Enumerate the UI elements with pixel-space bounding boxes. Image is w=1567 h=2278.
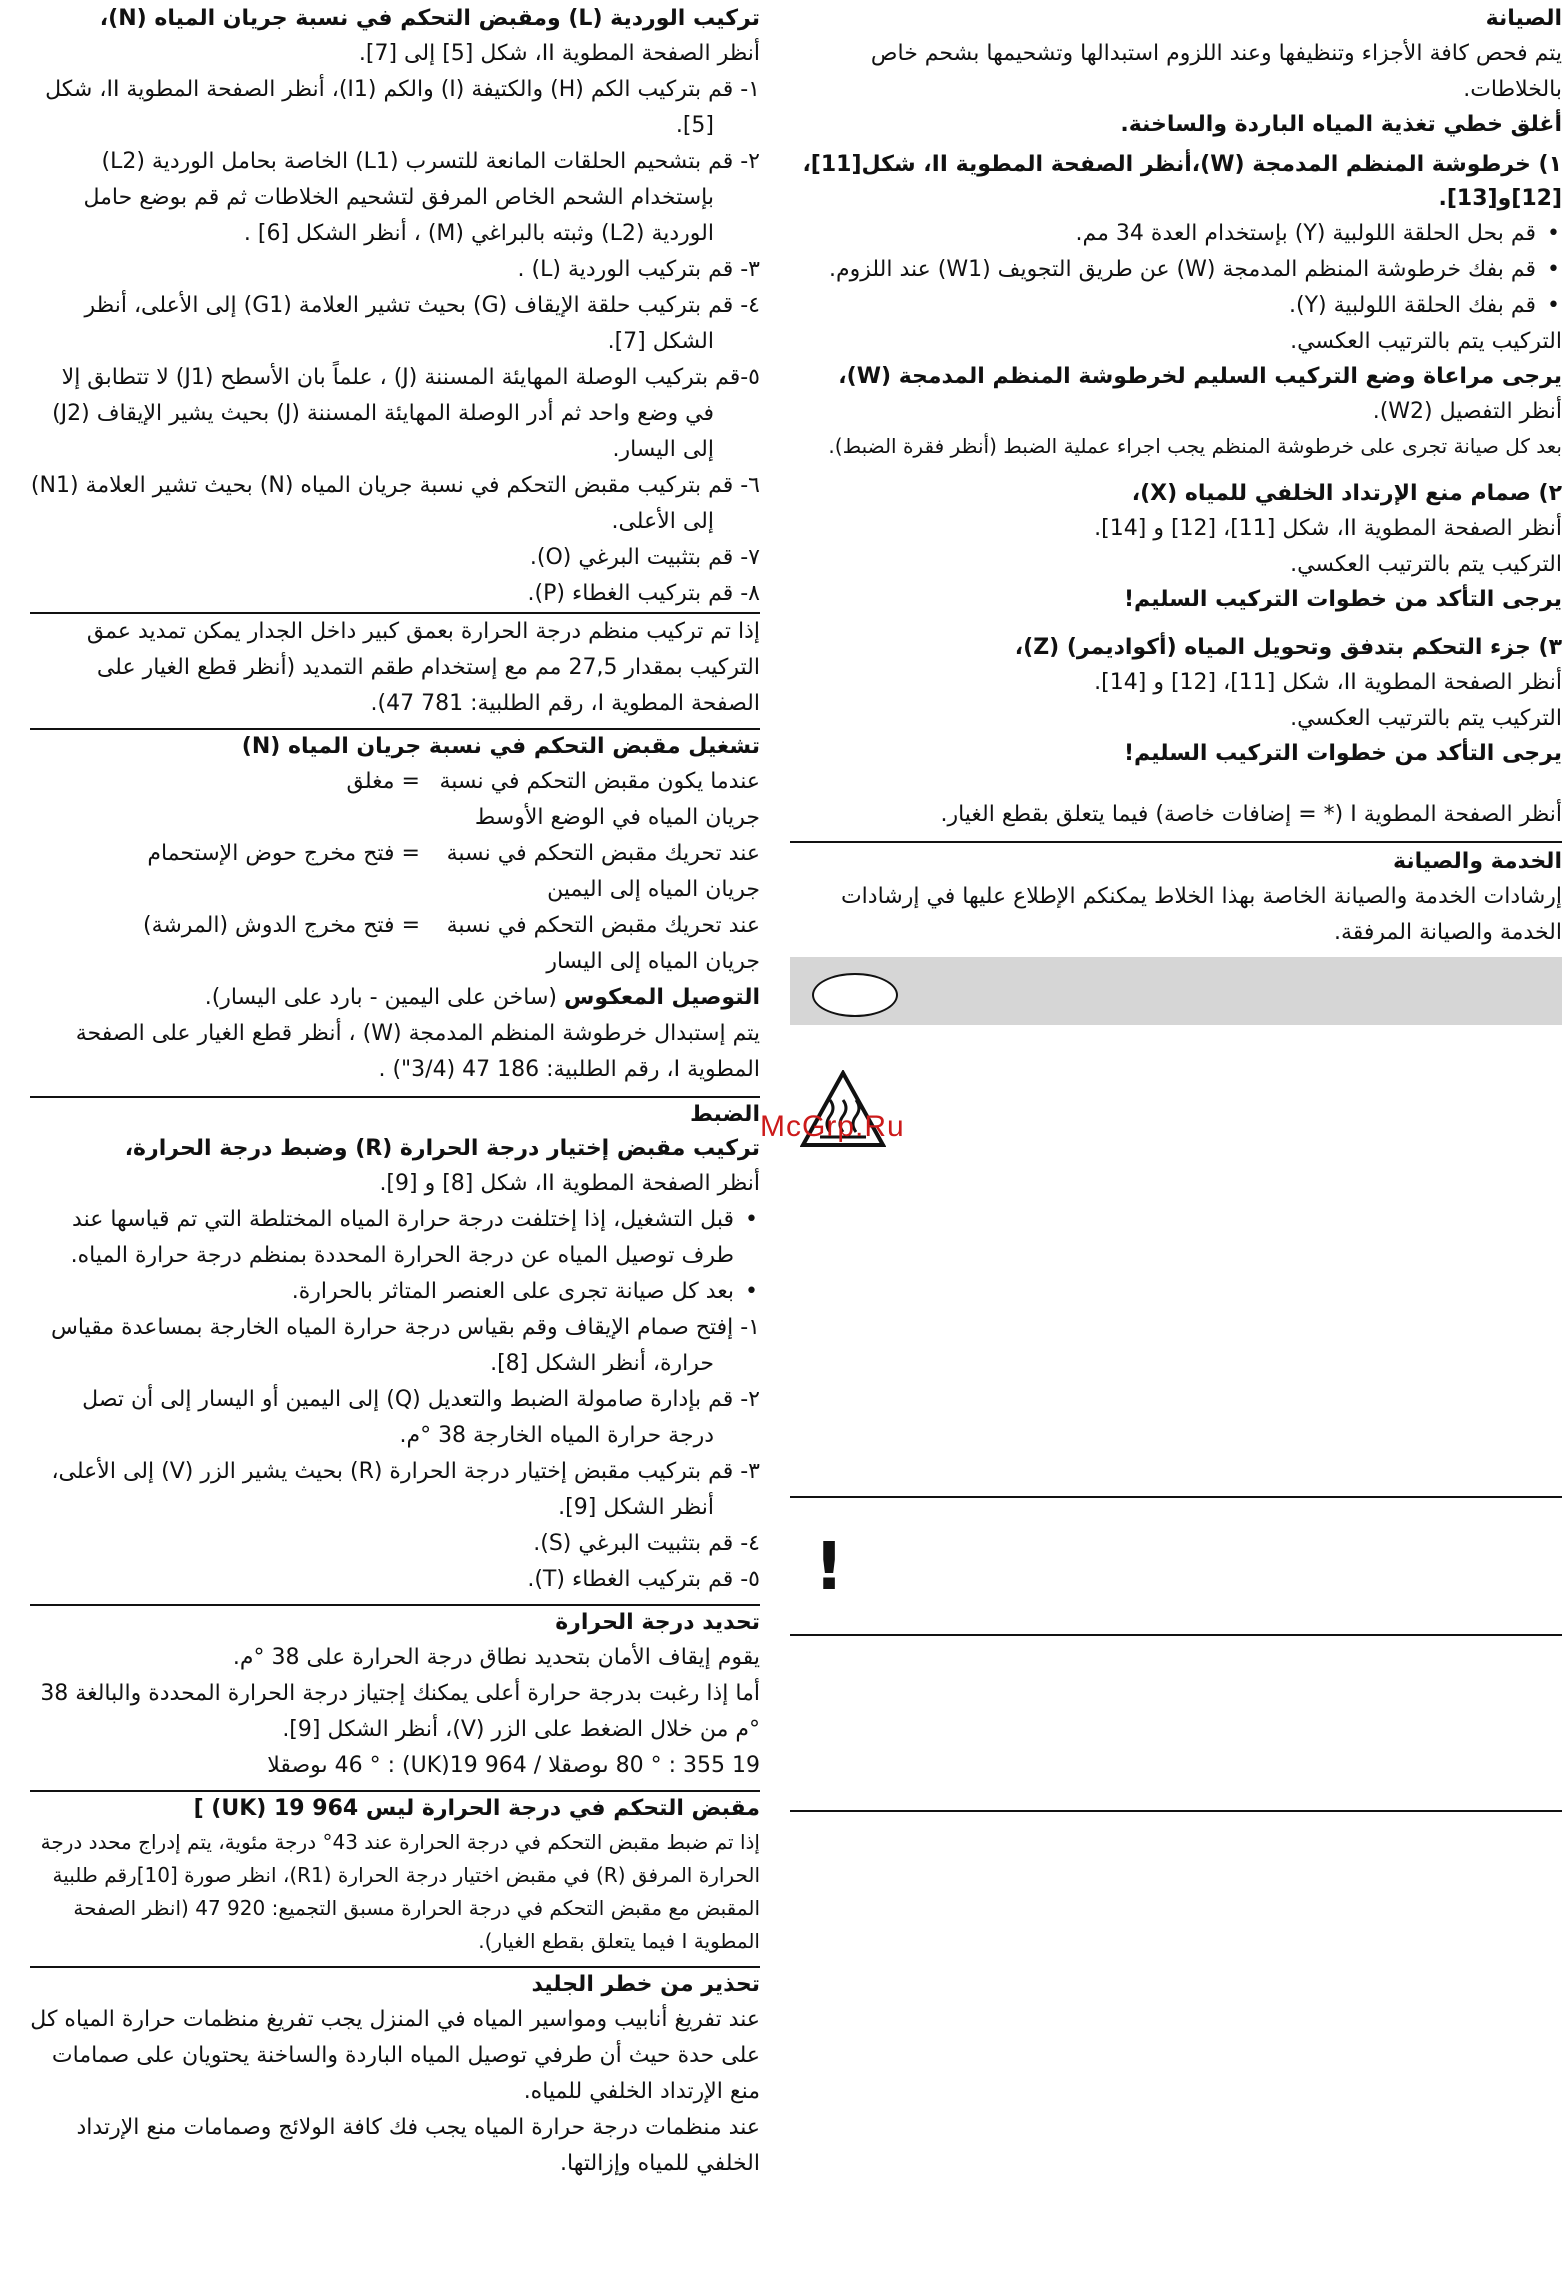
limit-text: يقوم إيقاف الأمان بتحديد نطاق درجة الحرارة على 38 °م. bbox=[232, 1645, 760, 1670]
section-2-reverse: التركيب يتم بالترتيب العكسي. bbox=[1290, 552, 1562, 577]
section-2-note: يرجى التأكد من خطوات التركيب السليم! bbox=[1123, 587, 1562, 612]
section-3-ref: أنظر الصفحة المطوية II، شكل [11]، [12] و [14]. bbox=[1094, 670, 1562, 695]
handle-text: إذا تم ضبط مقبض التحكم في درجة الحرارة عند 43° درجة مئوية، يتم إدراج محدد درجة الحرارة المرفق (R) في مقبض اختيار درجة الحرارة (R1)، انظر صورة [10]رقم طلبية المقبض مع مقبض التحكم في درجة الحرارة مسبق التجميع: 920 47 (انظر الصفحة المطوية I فيما يتعلق بقطع الغيار). bbox=[40, 1830, 760, 1953]
maintenance-text: يتم فحص كافة الأجزاء وتنظيفها وعند اللزوم استبدالها وتشحيمها بشحم خاص بالخلاطات. bbox=[870, 41, 1562, 102]
section-1-bullet: • قم بفك الحلقة اللولبية (Y). bbox=[790, 288, 1562, 324]
section-1-bullet: • قم بفك خرطوشة المنظم المدمجة (W) عن طريق التجويف (W1) عند اللزوم. bbox=[790, 252, 1562, 288]
section-1-bullet: • قم بحل الحلقة اللولبية (Y) بإستخدام العدة 34 مم. bbox=[790, 216, 1562, 252]
section-2-title: ٢) صمام منع الإرتداد الخلفي للمياه (X)، bbox=[1131, 481, 1562, 506]
section-1-detail: أنظر التفصيل (W2). bbox=[1372, 399, 1562, 424]
section-3-note: يرجى التأكد من خطوات التركيب السليم! bbox=[1123, 741, 1562, 766]
reverse-text: يتم إستبدال خرطوشة المنظم المدمجة (W) ، أنظر قطع الغيار على الصفحة المطوية I، رقم الطلبية: 186 47 (3/4") . bbox=[75, 1021, 760, 1082]
operation-row bbox=[30, 836, 760, 908]
maintenance-title: الصيانة bbox=[1485, 6, 1562, 31]
divider bbox=[790, 1810, 1562, 1812]
section-1-after: بعد كل صيانة تجرى على خرطوشة المنظم يجب اجراء عملية الضبط (أنظر فقرة الضبط). bbox=[828, 434, 1562, 458]
section-2-ref: أنظر الصفحة المطوية II، شكل [11]، [12] و [14]. bbox=[1094, 516, 1562, 541]
operation-row bbox=[30, 764, 760, 836]
divider bbox=[790, 841, 1562, 843]
section-1-reverse: التركيب يتم بالترتيب العكسي. bbox=[1290, 329, 1562, 354]
handle-title: مقبض التحكم في درجة الحرارة ليس 964 19 (UK) ] bbox=[193, 1796, 760, 1821]
step: ٣- قم بتركيب الوردية (L) . bbox=[517, 257, 760, 282]
adjust-bullet: • قبل التشغيل، إذا إختلفت درجة حرارة المياه المختلطة التي تم قياسها عند طرف توصيل المياه عن درجة الحرارة المحددة بمنظم درجة حرارة المياه. bbox=[30, 1202, 760, 1274]
frost-text: عند منظمات درجة حرارة المياه يجب فك كافة الولائج وصمامات منع الإرتداد الخلفي للمياه وإزالتها. bbox=[76, 2115, 760, 2176]
section-3-reverse: التركيب يتم بالترتيب العكسي. bbox=[1290, 706, 1562, 731]
section-3-title: ٣) جزء التحكم بتدفق وتحويل المياه (أكواديمر) (Z)، bbox=[1014, 635, 1562, 660]
service-text: إرشادات الخدمة والصيانة الخاصة بهذا الخلاط يمكنكم الإطلاع عليها في إرشادات الخدمة والصيانة المرفقة. bbox=[840, 884, 1562, 945]
step: ٨- قم بتركيب الغطاء (P). bbox=[527, 581, 760, 606]
operation-result: = فتح مخرج حوض الإستحمام bbox=[147, 841, 420, 866]
reverse-suffix: (ساخن على اليمين - بارد على اليسار). bbox=[204, 985, 564, 1010]
adjust-step: ٣- قم بتركيب مقبض إختيار درجة الحرارة (R) بحيث يشير الزر (V) إلى الأعلى، أنظر الشكل [9]. bbox=[51, 1459, 760, 1520]
divider bbox=[790, 1496, 1562, 1498]
operation-result: = فتح مخرج الدوش (المرشة) bbox=[143, 913, 420, 938]
adjust-step: ٥- قم بتركيب الغطاء (T). bbox=[527, 1567, 760, 1592]
operation-title: تشغيل مقبض التحكم في نسبة جريان المياه (N) bbox=[241, 734, 760, 759]
reverse-connection bbox=[30, 980, 760, 1016]
step: ٤- قم بتركيب حلقة الإيقاف (G) بحيث تشير العلامة (G1) إلى الأعلى، أنظر الشكل [7]. bbox=[84, 293, 760, 354]
language-band bbox=[790, 957, 1562, 1025]
spare-parts-note: أنظر الصفحة المطوية I (* = إضافات خاصة) فيما يتعلق بقطع الغيار. bbox=[940, 802, 1562, 827]
adjust-subtitle: تركيب مقبض إختيار درجة الحرارة (R) وضبط درجة الحرارة، bbox=[124, 1136, 760, 1161]
step: ٢- قم بتشحيم الحلقات المانعة للتسرب (L1) الخاصة بحامل الوردية (L2) بإستخدام الشحم الخاص المرفق لتشحيم الخلاطات ثم قم بوضع حامل الوردية (L2) وثبته بالبراغي (M) ، أنظر الشكل [6] . bbox=[83, 149, 760, 246]
adjust-title: الضبط bbox=[689, 1102, 760, 1127]
right-column bbox=[790, 0, 1562, 951]
adjust-bullet: • بعد كل صيانة تجرى على العنصر المتاثر بالحرارة. bbox=[30, 1274, 760, 1310]
watermark: McGrp.Ru bbox=[760, 1110, 905, 1143]
adjust-step: ١- إفتح صمام الإيقاف وقم بقياس درجة حرارة المياه الخارجة بمساعدة مقياس حرارة، أنظر الشكل [8]. bbox=[51, 1315, 760, 1376]
operation-condition: عندما يكون مقبض التحكم في نسبة جريان المياه في الوضع الأوسط bbox=[439, 769, 760, 830]
limit-text: أما إذا رغبت بدرجة حرارة أعلى يمكنك إجتياز درجة الحرارة المحددة والبالغة 38 °م من خلال الضغط على الزر (V)، أنظر الشكل [9]. bbox=[40, 1681, 760, 1742]
section-1-title: ١) خرطوشة المنظم المدمجة (W)،أنظر الصفحة المطوية II، شكل[11]،[12]و[13]. bbox=[802, 152, 1562, 211]
service-title: الخدمة والصيانة bbox=[1393, 849, 1562, 874]
rosette-ref: أنظر الصفحة المطوية II، شكل [5] إلى [7]. bbox=[358, 41, 760, 66]
step: ١- قم بتركيب الكم (H) والكتيفة (I) والكم (I1)، أنظر الصفحة المطوية II، شكل [5]. bbox=[45, 77, 760, 138]
step: ٦- قم بتركيب مقبض التحكم في نسبة جريان المياه (N) بحيث تشير العلامة (N1) إلى الأعلى. bbox=[30, 473, 760, 534]
limit-codes: 19 355 : ° 80 ىوصقلا / 964 19(UK) : ° 46 ىوصقلا bbox=[267, 1753, 760, 1778]
language-oval bbox=[812, 973, 898, 1017]
wall-depth-note: إذا تم تركيب منظم درجة الحرارة بعمق كبير داخل الجدار يمكن تمديد عمق التركيب بمقدار 27,5 مم مع إستخدام طقم التمديد (أنظر قطع الغيار على الصفحة المطوية I، رقم الطلبية: 781 47). bbox=[86, 619, 760, 716]
left-column bbox=[30, 0, 760, 2182]
reverse-label: التوصيل المعكوس bbox=[563, 985, 760, 1010]
step: ٥-قم بتركيب الوصلة المهايئة المسننة (J) ، علماً بان الأسطح (J1) لا تتطابق إلا في وضع واحد ثم أدر الوصلة المهايئة المسننة (J) بحيث يشير الإيقاف (J2) إلى اليسار. bbox=[52, 365, 760, 462]
section-1-note: يرجى مراعاة وضع التركيب السليم لخرطوشة المنظم المدمجة (W)، bbox=[838, 364, 1562, 389]
divider bbox=[790, 1634, 1562, 1636]
limit-title: تحديد درجة الحرارة bbox=[555, 1610, 760, 1635]
adjust-step: ٤- قم بتثبيت البرغي (S). bbox=[533, 1531, 760, 1556]
close-supply-heading: أغلق خطي تغذية المياه الباردة والساخنة. bbox=[1120, 112, 1562, 137]
operation-row bbox=[30, 908, 760, 980]
caution-icon: ! bbox=[814, 1528, 845, 1605]
frost-title: تحذير من خطر الجليد bbox=[531, 1972, 760, 1997]
operation-condition: عند تحريك مقبض التحكم في نسبة جريان المياه إلى اليمين bbox=[446, 841, 760, 902]
operation-condition: عند تحريك مقبض التحكم في نسبة جريان المياه إلى اليسار bbox=[446, 913, 760, 974]
frost-text: عند تفريغ أنابيب ومواسير المياه في المنزل يجب تفريغ منظمات حرارة المياه كل على حدة حيث أن طرفي توصيل المياه الباردة والساخنة يحتويان على صمامات منع الإرتداد الخلفي للمياه. bbox=[30, 2007, 760, 2104]
operation-result: = مغلق bbox=[346, 769, 420, 794]
rosette-title: تركيب الوردية (L) ومقبض التحكم في نسبة جريان المياه (N)، bbox=[99, 6, 760, 31]
step: ٧- قم بتثبيت البرغي (O). bbox=[529, 545, 760, 570]
adjust-step: ٢- قم بإدارة صامولة الضبط والتعديل (Q) إلى اليمين أو اليسار إلى أن تصل درجة حرارة المياه الخارجة 38 °م. bbox=[82, 1387, 760, 1448]
adjust-ref: أنظر الصفحة المطوية II، شكل [8] و [9]. bbox=[379, 1171, 760, 1196]
